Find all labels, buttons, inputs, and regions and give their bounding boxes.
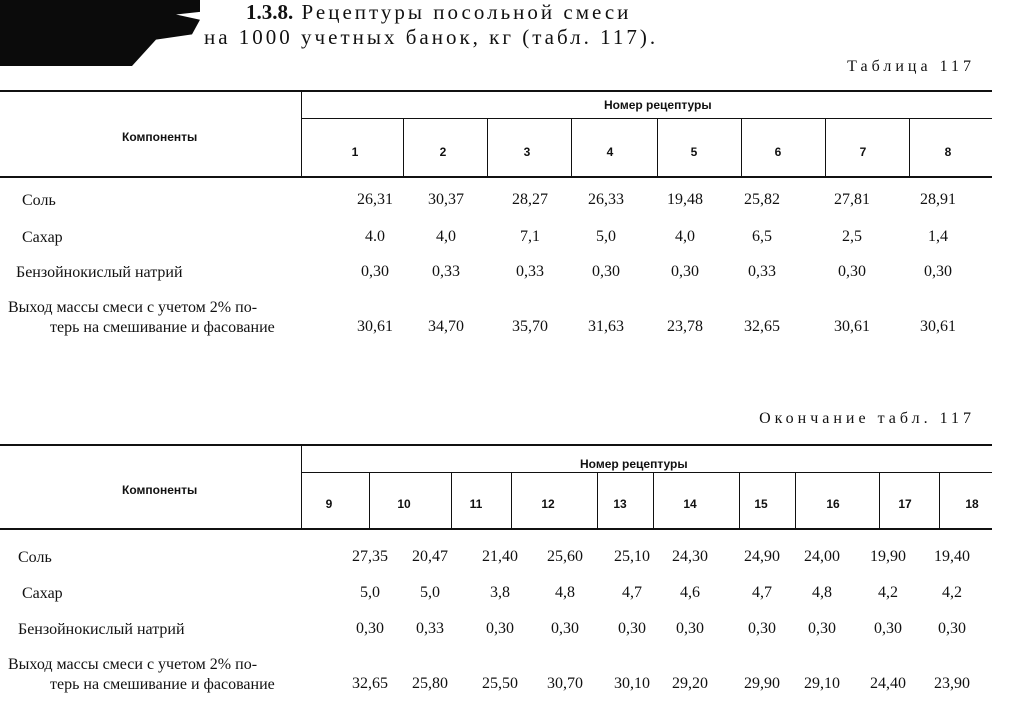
table-subheader-rule xyxy=(301,472,992,473)
table-cell: 27,81 xyxy=(834,191,870,208)
column-number: 10 xyxy=(397,497,411,511)
column-number: 8 xyxy=(944,145,952,159)
row-label-text: Бензойнокислый натрий xyxy=(18,621,185,638)
table-cell: 0,30 xyxy=(361,263,389,280)
row-label-text: Сахар xyxy=(22,229,63,246)
column-number: 17 xyxy=(898,497,912,511)
table-cell: 30,61 xyxy=(920,318,956,335)
table-column-divider xyxy=(795,472,796,528)
table-cell: 31,63 xyxy=(588,318,624,335)
table-cell: 4,2 xyxy=(878,584,898,601)
table-cell: 25,82 xyxy=(744,191,780,208)
row-label-text: Соль xyxy=(18,549,52,566)
table-cell: 0,33 xyxy=(432,263,460,280)
table-cell: 25,60 xyxy=(547,548,583,565)
table-cell: 0,30 xyxy=(486,620,514,637)
column-number: 6 xyxy=(774,145,782,159)
header-recipe-number: Номер рецептуры xyxy=(580,457,688,471)
table-cell: 5,0 xyxy=(596,228,616,245)
table-column-divider xyxy=(909,118,910,176)
table-cell: 24,00 xyxy=(804,548,840,565)
table-cell: 4,0 xyxy=(436,228,456,245)
table-cell: 30,37 xyxy=(428,191,464,208)
header-recipe-number: Номер рецептуры xyxy=(604,98,712,112)
column-number: 15 xyxy=(754,497,768,511)
table-column-divider xyxy=(657,118,658,176)
header-components: Компоненты xyxy=(122,130,198,144)
table-cell: 32,65 xyxy=(352,675,388,692)
table-cell: 5,0 xyxy=(360,584,380,601)
table-cell: 4,7 xyxy=(752,584,772,601)
table1-label: Таблица 117 xyxy=(847,58,975,75)
table-cell: 24,90 xyxy=(744,548,780,565)
table-cell: 0,30 xyxy=(874,620,902,637)
table-cell: 20,47 xyxy=(412,548,448,565)
column-number: 9 xyxy=(325,497,333,511)
header-components: Компоненты xyxy=(122,483,198,497)
row-label xyxy=(18,548,52,568)
table-column-divider xyxy=(653,472,654,528)
table-column-divider xyxy=(879,472,880,528)
column-number: 3 xyxy=(523,145,531,159)
table-cell: 27,35 xyxy=(352,548,388,565)
table-cell: 23,90 xyxy=(934,675,970,692)
table-cell: 0,30 xyxy=(676,620,704,637)
table-cell: 2,5 xyxy=(842,228,862,245)
section-title-line2: на 1000 учетных банок, кг (табл. 117). xyxy=(204,25,659,49)
row-label-continuation: терь на смешивание и фасование xyxy=(50,319,275,336)
table2-label: Окончание табл. 117 xyxy=(759,410,975,427)
table-cell: 23,78 xyxy=(667,318,703,335)
column-number: 11 xyxy=(469,497,483,511)
table-cell: 19,90 xyxy=(870,548,906,565)
table-cell: 34,70 xyxy=(428,318,464,335)
section-title-line1: Рецептуры посольной смеси xyxy=(301,0,632,24)
table-column-divider xyxy=(301,444,302,528)
row-label-text: Выход массы смеси с учетом 2% по- xyxy=(8,299,258,316)
table-column-divider xyxy=(403,118,404,176)
table-top-rule xyxy=(0,444,992,446)
table-cell: 7,1 xyxy=(520,228,540,245)
table-cell: 5,0 xyxy=(420,584,440,601)
table-cell: 24,40 xyxy=(870,675,906,692)
table-top-rule xyxy=(0,90,992,92)
table-header-bottom-rule xyxy=(0,176,992,178)
table-cell: 28,27 xyxy=(512,191,548,208)
table-cell: 0,30 xyxy=(748,620,776,637)
table-header-bottom-rule xyxy=(0,528,992,530)
table-cell: 35,70 xyxy=(512,318,548,335)
table-subheader-rule xyxy=(301,118,992,119)
table-cell: 0,33 xyxy=(748,263,776,280)
table-column-divider xyxy=(511,472,512,528)
table-column-divider xyxy=(825,118,826,176)
table-cell: 4,7 xyxy=(622,584,642,601)
table-column-divider xyxy=(571,118,572,176)
row-label xyxy=(22,584,63,604)
row-label xyxy=(22,191,56,211)
column-number: 14 xyxy=(683,497,697,511)
column-number: 18 xyxy=(965,497,979,511)
row-label xyxy=(8,298,275,338)
table-column-divider xyxy=(487,118,488,176)
row-label xyxy=(22,228,63,248)
table-cell: 3,8 xyxy=(490,584,510,601)
column-number: 12 xyxy=(541,497,555,511)
section-number: 1.3.8. xyxy=(246,0,294,24)
scan-blot xyxy=(0,0,200,66)
table-cell: 29,10 xyxy=(804,675,840,692)
table-cell: 29,20 xyxy=(672,675,708,692)
row-label-text: Сахар xyxy=(22,585,63,602)
table-cell: 21,40 xyxy=(482,548,518,565)
table-cell: 19,40 xyxy=(934,548,970,565)
column-number: 2 xyxy=(439,145,447,159)
row-label-text: Соль xyxy=(22,192,56,209)
table-cell: 0,30 xyxy=(592,263,620,280)
table-column-divider xyxy=(939,472,940,528)
row-label-text: Бензойнокислый натрий xyxy=(16,264,183,281)
table-column-divider xyxy=(597,472,598,528)
table-cell: 29,90 xyxy=(744,675,780,692)
column-number: 16 xyxy=(826,497,840,511)
table-cell: 30,10 xyxy=(614,675,650,692)
row-label xyxy=(16,263,183,283)
row-label-text: Выход массы смеси с учетом 2% по- xyxy=(8,656,258,673)
table-cell: 4,8 xyxy=(555,584,575,601)
table-column-divider xyxy=(741,118,742,176)
table-column-divider xyxy=(369,472,370,528)
table-cell: 4,6 xyxy=(680,584,700,601)
column-number: 13 xyxy=(613,497,627,511)
table-cell: 26,33 xyxy=(588,191,624,208)
table-cell: 28,91 xyxy=(920,191,956,208)
table-cell: 4,8 xyxy=(812,584,832,601)
table-cell: 0,33 xyxy=(416,620,444,637)
table-cell: 32,65 xyxy=(744,318,780,335)
table-cell: 25,50 xyxy=(482,675,518,692)
row-label xyxy=(18,620,185,640)
table-cell: 0,30 xyxy=(618,620,646,637)
table-cell: 0,33 xyxy=(516,263,544,280)
table-cell: 4.0 xyxy=(365,228,385,245)
table-cell: 19,48 xyxy=(667,191,703,208)
column-number: 5 xyxy=(690,145,698,159)
table-cell: 26,31 xyxy=(357,191,393,208)
table-column-divider xyxy=(739,472,740,528)
table-cell: 1,4 xyxy=(928,228,948,245)
table-cell: 25,80 xyxy=(412,675,448,692)
table-cell: 0,30 xyxy=(808,620,836,637)
table-cell: 4,2 xyxy=(942,584,962,601)
row-label-continuation: терь на смешивание и фасование xyxy=(50,676,275,693)
column-number: 4 xyxy=(606,145,614,159)
table-cell: 0,30 xyxy=(671,263,699,280)
table-column-divider xyxy=(301,90,302,176)
table-cell: 0,30 xyxy=(551,620,579,637)
table-cell: 30,61 xyxy=(834,318,870,335)
table-cell: 0,30 xyxy=(838,263,866,280)
section-heading xyxy=(204,0,658,50)
table-cell: 25,10 xyxy=(614,548,650,565)
table-column-divider xyxy=(451,472,452,528)
column-number: 1 xyxy=(351,145,359,159)
table-cell: 0,30 xyxy=(924,263,952,280)
row-label xyxy=(8,655,275,695)
table-cell: 6,5 xyxy=(752,228,772,245)
table-cell: 0,30 xyxy=(938,620,966,637)
table-cell: 24,30 xyxy=(672,548,708,565)
table-cell: 0,30 xyxy=(356,620,384,637)
table-cell: 30,61 xyxy=(357,318,393,335)
table-cell: 30,70 xyxy=(547,675,583,692)
column-number: 7 xyxy=(859,145,867,159)
table-cell: 4,0 xyxy=(675,228,695,245)
